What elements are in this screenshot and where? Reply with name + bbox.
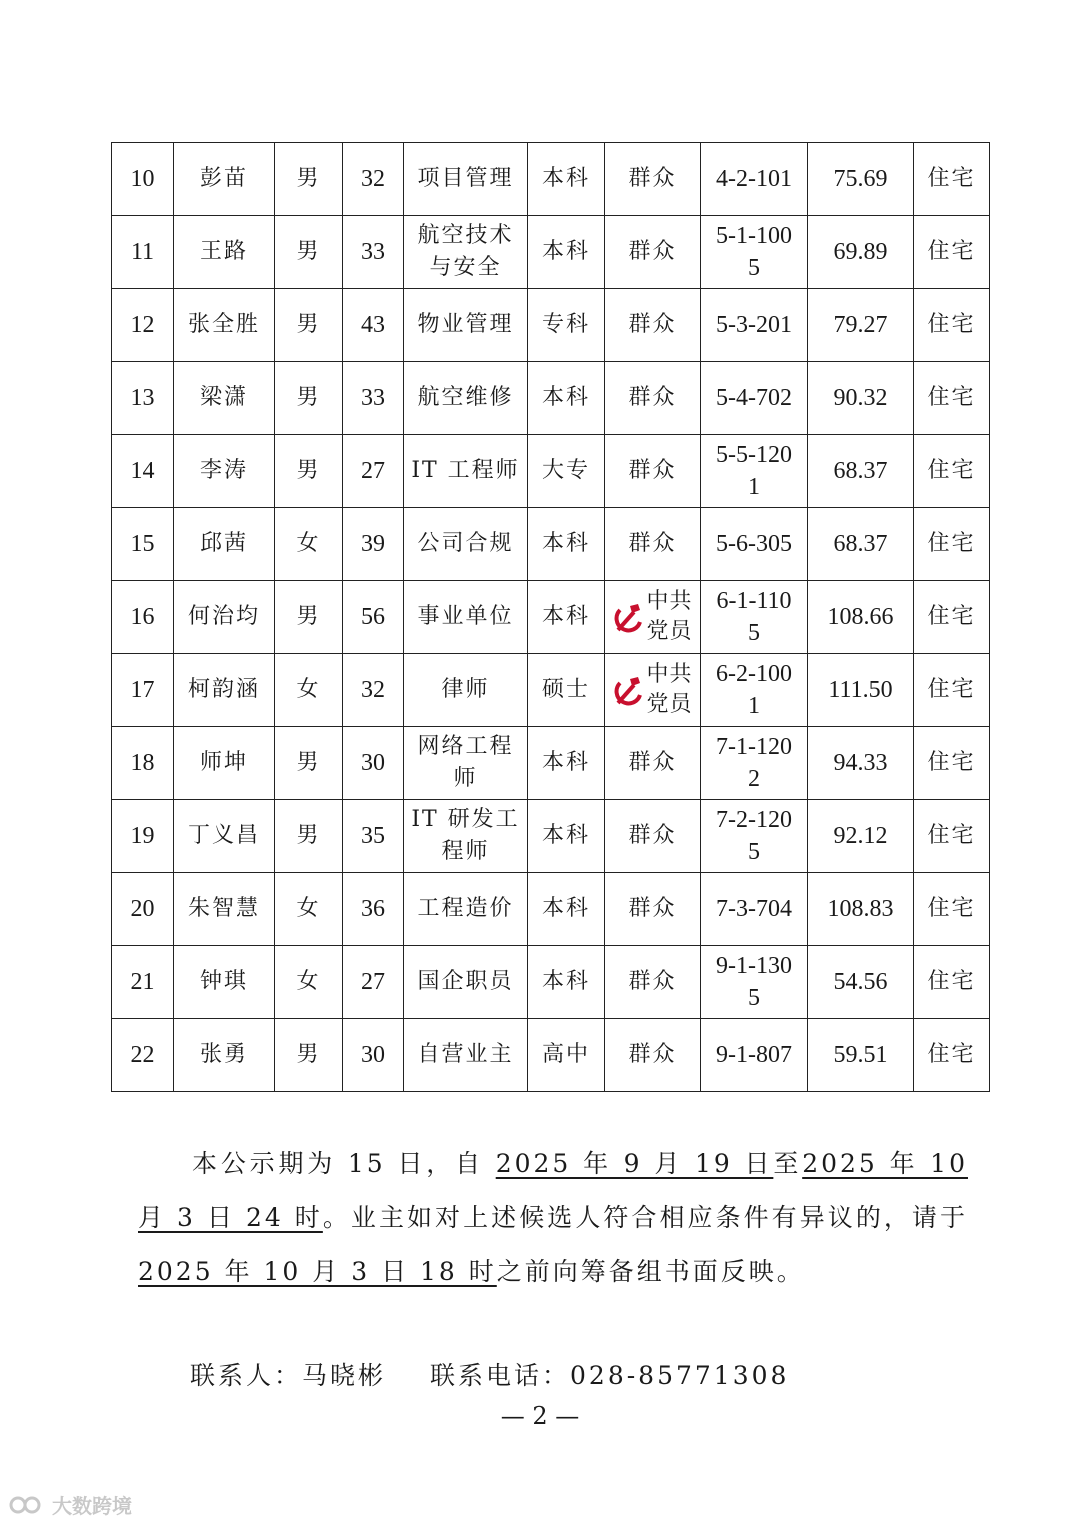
cell-name: 师坤 bbox=[174, 727, 275, 800]
cell-age: 56 bbox=[343, 581, 404, 654]
table-row bbox=[112, 362, 990, 435]
party-member-badge bbox=[612, 660, 694, 720]
cell-gender: 男 bbox=[275, 435, 343, 508]
cell-gender: 男 bbox=[275, 1019, 343, 1092]
cell-area: 69.89 bbox=[808, 216, 914, 289]
table-row bbox=[112, 654, 990, 727]
cell-name: 邱茜 bbox=[174, 508, 275, 581]
cell-political: 群众 bbox=[605, 800, 701, 873]
cell-usage: 住宅 bbox=[914, 727, 990, 800]
contact-person: 联系人：马晓彬 bbox=[190, 1361, 387, 1390]
cell-political bbox=[605, 581, 701, 654]
table-row bbox=[112, 508, 990, 581]
cell-no: 14 bbox=[112, 435, 174, 508]
cell-education: 专科 bbox=[528, 289, 605, 362]
notice-end-date: 2025 年 10 月 3 日 24 时 bbox=[138, 1149, 968, 1232]
table-row bbox=[112, 143, 990, 216]
cell-occupation: 事业单位 bbox=[404, 581, 528, 654]
cell-no: 10 bbox=[112, 143, 174, 216]
cell-area: 92.12 bbox=[808, 800, 914, 873]
cell-gender: 男 bbox=[275, 581, 343, 654]
cell-no: 20 bbox=[112, 873, 174, 946]
party-emblem-icon bbox=[612, 673, 646, 707]
cell-age: 27 bbox=[343, 435, 404, 508]
cell-name: 梁潇 bbox=[174, 362, 275, 435]
cell-political: 群众 bbox=[605, 435, 701, 508]
contact-line bbox=[190, 1356, 789, 1392]
cell-education: 本科 bbox=[528, 362, 605, 435]
cell-name: 朱智慧 bbox=[174, 873, 275, 946]
cell-gender: 男 bbox=[275, 289, 343, 362]
cell-gender: 男 bbox=[275, 800, 343, 873]
cell-occupation: 律师 bbox=[404, 654, 528, 727]
cell-unit: 6-1-1105 bbox=[701, 581, 808, 654]
cell-no: 18 bbox=[112, 727, 174, 800]
cell-usage: 住宅 bbox=[914, 800, 990, 873]
party-emblem-icon bbox=[612, 600, 646, 634]
cell-gender: 男 bbox=[275, 362, 343, 435]
cell-age: 39 bbox=[343, 508, 404, 581]
cell-age: 30 bbox=[343, 1019, 404, 1092]
cell-name: 张勇 bbox=[174, 1019, 275, 1092]
table-row bbox=[112, 946, 990, 1019]
cell-gender: 男 bbox=[275, 727, 343, 800]
cell-name: 彭苗 bbox=[174, 143, 275, 216]
cell-political: 群众 bbox=[605, 1019, 701, 1092]
cell-political: 群众 bbox=[605, 946, 701, 1019]
cell-usage: 住宅 bbox=[914, 873, 990, 946]
cell-unit: 4-2-101 bbox=[701, 143, 808, 216]
cell-area: 79.27 bbox=[808, 289, 914, 362]
cell-no: 21 bbox=[112, 946, 174, 1019]
cell-occupation: 项目管理 bbox=[404, 143, 528, 216]
notice-deadline: 2025 年 10 月 3 日 18 时 bbox=[138, 1257, 497, 1286]
cell-usage: 住宅 bbox=[914, 946, 990, 1019]
political-text: 中共党员 bbox=[646, 662, 693, 717]
watermark-logo-icon bbox=[8, 1493, 48, 1517]
cell-area: 68.37 bbox=[808, 508, 914, 581]
watermark-text: 大数跨境 bbox=[52, 1494, 132, 1518]
cell-age: 33 bbox=[343, 216, 404, 289]
cell-unit: 7-3-704 bbox=[701, 873, 808, 946]
cell-usage: 住宅 bbox=[914, 216, 990, 289]
cell-occupation: 自营业主 bbox=[404, 1019, 528, 1092]
cell-gender: 女 bbox=[275, 873, 343, 946]
cell-political bbox=[605, 654, 701, 727]
cell-name: 丁义昌 bbox=[174, 800, 275, 873]
cell-usage: 住宅 bbox=[914, 435, 990, 508]
cell-area: 90.32 bbox=[808, 362, 914, 435]
cell-gender: 女 bbox=[275, 654, 343, 727]
cell-unit: 7-1-1202 bbox=[701, 727, 808, 800]
party-member-badge bbox=[612, 587, 694, 647]
cell-age: 43 bbox=[343, 289, 404, 362]
cell-gender: 女 bbox=[275, 946, 343, 1019]
cell-education: 本科 bbox=[528, 143, 605, 216]
cell-age: 36 bbox=[343, 873, 404, 946]
cell-education: 本科 bbox=[528, 727, 605, 800]
cell-education: 本科 bbox=[528, 508, 605, 581]
cell-usage: 住宅 bbox=[914, 654, 990, 727]
cell-no: 12 bbox=[112, 289, 174, 362]
cell-unit: 5-1-1005 bbox=[701, 216, 808, 289]
cell-unit: 6-2-1001 bbox=[701, 654, 808, 727]
cell-political: 群众 bbox=[605, 873, 701, 946]
table-row bbox=[112, 216, 990, 289]
candidate-table-container bbox=[111, 142, 989, 1092]
cell-unit: 9-1-807 bbox=[701, 1019, 808, 1092]
cell-education: 硕士 bbox=[528, 654, 605, 727]
cell-area: 59.51 bbox=[808, 1019, 914, 1092]
cell-unit: 5-5-1201 bbox=[701, 435, 808, 508]
cell-age: 35 bbox=[343, 800, 404, 873]
cell-unit: 7-2-1205 bbox=[701, 800, 808, 873]
cell-unit: 9-1-1305 bbox=[701, 946, 808, 1019]
cell-no: 19 bbox=[112, 800, 174, 873]
cell-unit: 5-4-702 bbox=[701, 362, 808, 435]
cell-unit: 5-3-201 bbox=[701, 289, 808, 362]
cell-occupation: 网络工程师 bbox=[404, 727, 528, 800]
notice-text-2: 至 bbox=[773, 1149, 803, 1178]
cell-name: 李涛 bbox=[174, 435, 275, 508]
notice-start-date: 2025 年 9 月 19 日 bbox=[495, 1149, 774, 1178]
cell-occupation: 公司合规 bbox=[404, 508, 528, 581]
table-row bbox=[112, 289, 990, 362]
cell-age: 27 bbox=[343, 946, 404, 1019]
cell-education: 本科 bbox=[528, 216, 605, 289]
cell-usage: 住宅 bbox=[914, 1019, 990, 1092]
cell-education: 高中 bbox=[528, 1019, 605, 1092]
cell-name: 柯韵涵 bbox=[174, 654, 275, 727]
cell-education: 本科 bbox=[528, 946, 605, 1019]
cell-occupation: IT 研发工程师 bbox=[404, 800, 528, 873]
cell-usage: 住宅 bbox=[914, 362, 990, 435]
cell-no: 17 bbox=[112, 654, 174, 727]
cell-no: 11 bbox=[112, 216, 174, 289]
table-row bbox=[112, 1019, 990, 1092]
cell-no: 16 bbox=[112, 581, 174, 654]
cell-political: 群众 bbox=[605, 362, 701, 435]
contact-phone: 联系电话：028-85771308 bbox=[430, 1361, 790, 1390]
cell-occupation: 国企职员 bbox=[404, 946, 528, 1019]
cell-gender: 男 bbox=[275, 143, 343, 216]
cell-area: 54.56 bbox=[808, 946, 914, 1019]
page-number: — 2 — bbox=[500, 1402, 580, 1430]
table-row bbox=[112, 727, 990, 800]
cell-occupation: 航空维修 bbox=[404, 362, 528, 435]
notice-text-3: 。业主如对上述候选人符合相应条件有异议的，请于 bbox=[322, 1203, 968, 1232]
cell-age: 33 bbox=[343, 362, 404, 435]
cell-area: 108.83 bbox=[808, 873, 914, 946]
cell-occupation: 物业管理 bbox=[404, 289, 528, 362]
table-row bbox=[112, 581, 990, 654]
cell-usage: 住宅 bbox=[914, 508, 990, 581]
cell-name: 王路 bbox=[174, 216, 275, 289]
cell-gender: 男 bbox=[275, 216, 343, 289]
cell-age: 32 bbox=[343, 143, 404, 216]
table-row bbox=[112, 800, 990, 873]
political-text: 中共党员 bbox=[646, 589, 693, 644]
cell-no: 22 bbox=[112, 1019, 174, 1092]
cell-area: 111.50 bbox=[808, 654, 914, 727]
cell-no: 15 bbox=[112, 508, 174, 581]
cell-occupation: 航空技术与安全 bbox=[404, 216, 528, 289]
cell-gender: 女 bbox=[275, 508, 343, 581]
table-row bbox=[112, 435, 990, 508]
notice-paragraph bbox=[138, 1137, 968, 1299]
cell-political: 群众 bbox=[605, 727, 701, 800]
cell-political: 群众 bbox=[605, 216, 701, 289]
cell-political: 群众 bbox=[605, 143, 701, 216]
cell-occupation: 工程造价 bbox=[404, 873, 528, 946]
cell-area: 68.37 bbox=[808, 435, 914, 508]
cell-name: 张全胜 bbox=[174, 289, 275, 362]
table-row bbox=[112, 873, 990, 946]
cell-usage: 住宅 bbox=[914, 581, 990, 654]
notice-text-1: 本公示期为 15 日，自 bbox=[192, 1149, 496, 1178]
cell-area: 108.66 bbox=[808, 581, 914, 654]
cell-no: 13 bbox=[112, 362, 174, 435]
watermark bbox=[8, 1490, 132, 1519]
cell-age: 32 bbox=[343, 654, 404, 727]
cell-occupation: IT 工程师 bbox=[404, 435, 528, 508]
cell-education: 本科 bbox=[528, 873, 605, 946]
cell-unit: 5-6-305 bbox=[701, 508, 808, 581]
cell-education: 大专 bbox=[528, 435, 605, 508]
cell-name: 钟琪 bbox=[174, 946, 275, 1019]
notice-text-4: 之前向筹备组书面反映。 bbox=[496, 1257, 805, 1286]
cell-education: 本科 bbox=[528, 581, 605, 654]
cell-name: 何治均 bbox=[174, 581, 275, 654]
cell-usage: 住宅 bbox=[914, 143, 990, 216]
cell-age: 30 bbox=[343, 727, 404, 800]
cell-political: 群众 bbox=[605, 289, 701, 362]
candidate-table bbox=[111, 142, 990, 1092]
cell-political: 群众 bbox=[605, 508, 701, 581]
cell-usage: 住宅 bbox=[914, 289, 990, 362]
cell-education: 本科 bbox=[528, 800, 605, 873]
cell-area: 94.33 bbox=[808, 727, 914, 800]
cell-area: 75.69 bbox=[808, 143, 914, 216]
